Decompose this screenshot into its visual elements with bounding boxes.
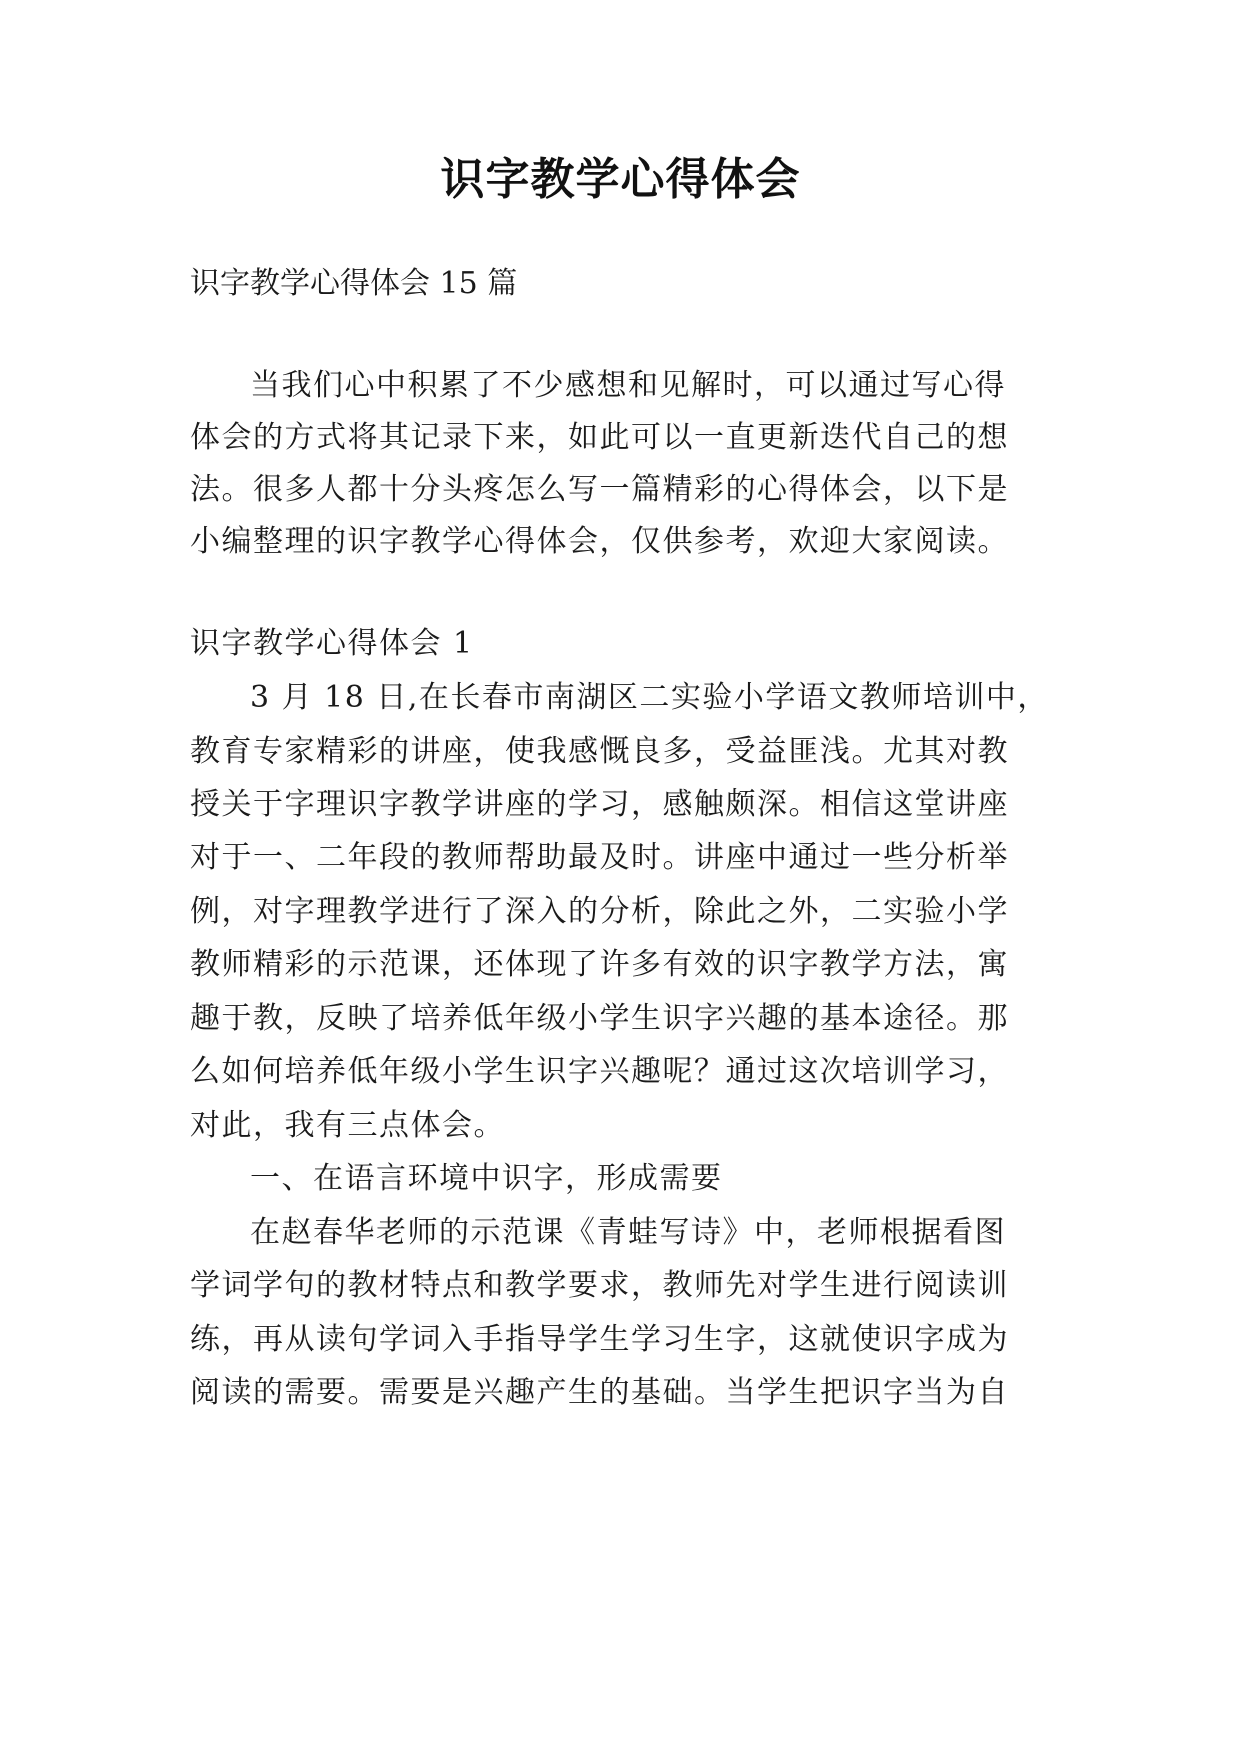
intro-line: 法。很多人都十分头疼怎么写一篇精彩的心得体会，以下是 (190, 472, 1009, 507)
body-line: 教育专家精彩的讲座，使我感慨良多，受益匪浅。尤其对教 (190, 734, 1009, 769)
body-line: 对于一、二年段的教师帮助最及时。讲座中通过一些分析举 (190, 840, 1009, 875)
body-line: 趣于教，反映了培养低年级小学生识字兴趣的基本途径。那 (190, 1001, 1009, 1036)
body-line: 学词学句的教材特点和教学要求，教师先对学生进行阅读训 (190, 1268, 1009, 1303)
intro-line: 小编整理的识字教学心得体会，仅供参考，欢迎大家阅读。 (190, 524, 1009, 559)
body-line: 练，再从读句学词入手指导学生学习生字，这就使识字成为 (190, 1322, 1009, 1357)
section-heading: 识字教学心得体会 1 (190, 626, 474, 661)
body-line: 3 月 18 日,在长春市南湖区二实验小学语文教师培训中， (250, 680, 1049, 715)
body-line: 例，对字理教学进行了深入的分析，除此之外，二实验小学 (190, 894, 1009, 929)
body-line: 对此，我有三点体会。 (190, 1108, 505, 1143)
subsection-heading: 一、在语言环境中识字，形成需要 (250, 1161, 723, 1196)
document-title: 识字教学心得体会 (440, 154, 801, 205)
body-line: 在赵春华老师的示范课《青蛙写诗》中，老师根据看图 (250, 1215, 1006, 1250)
body-line: 授关于字理识字教学讲座的学习，感触颇深。相信这堂讲座 (190, 787, 1009, 822)
intro-line: 当我们心中积累了不少感想和见解时，可以通过写心得 (250, 368, 1006, 403)
document-subtitle: 识字教学心得体会 15 篇 (190, 266, 518, 301)
body-line: 阅读的需要。需要是兴趣产生的基础。当学生把识字当为自 (190, 1375, 1009, 1410)
intro-line: 体会的方式将其记录下来，如此可以一直更新迭代自己的想 (190, 420, 1009, 455)
body-line: 教师精彩的示范课，还体现了许多有效的识字教学方法，寓 (190, 947, 1009, 982)
body-line: 么如何培养低年级小学生识字兴趣呢？通过这次培训学习， (190, 1054, 1009, 1089)
